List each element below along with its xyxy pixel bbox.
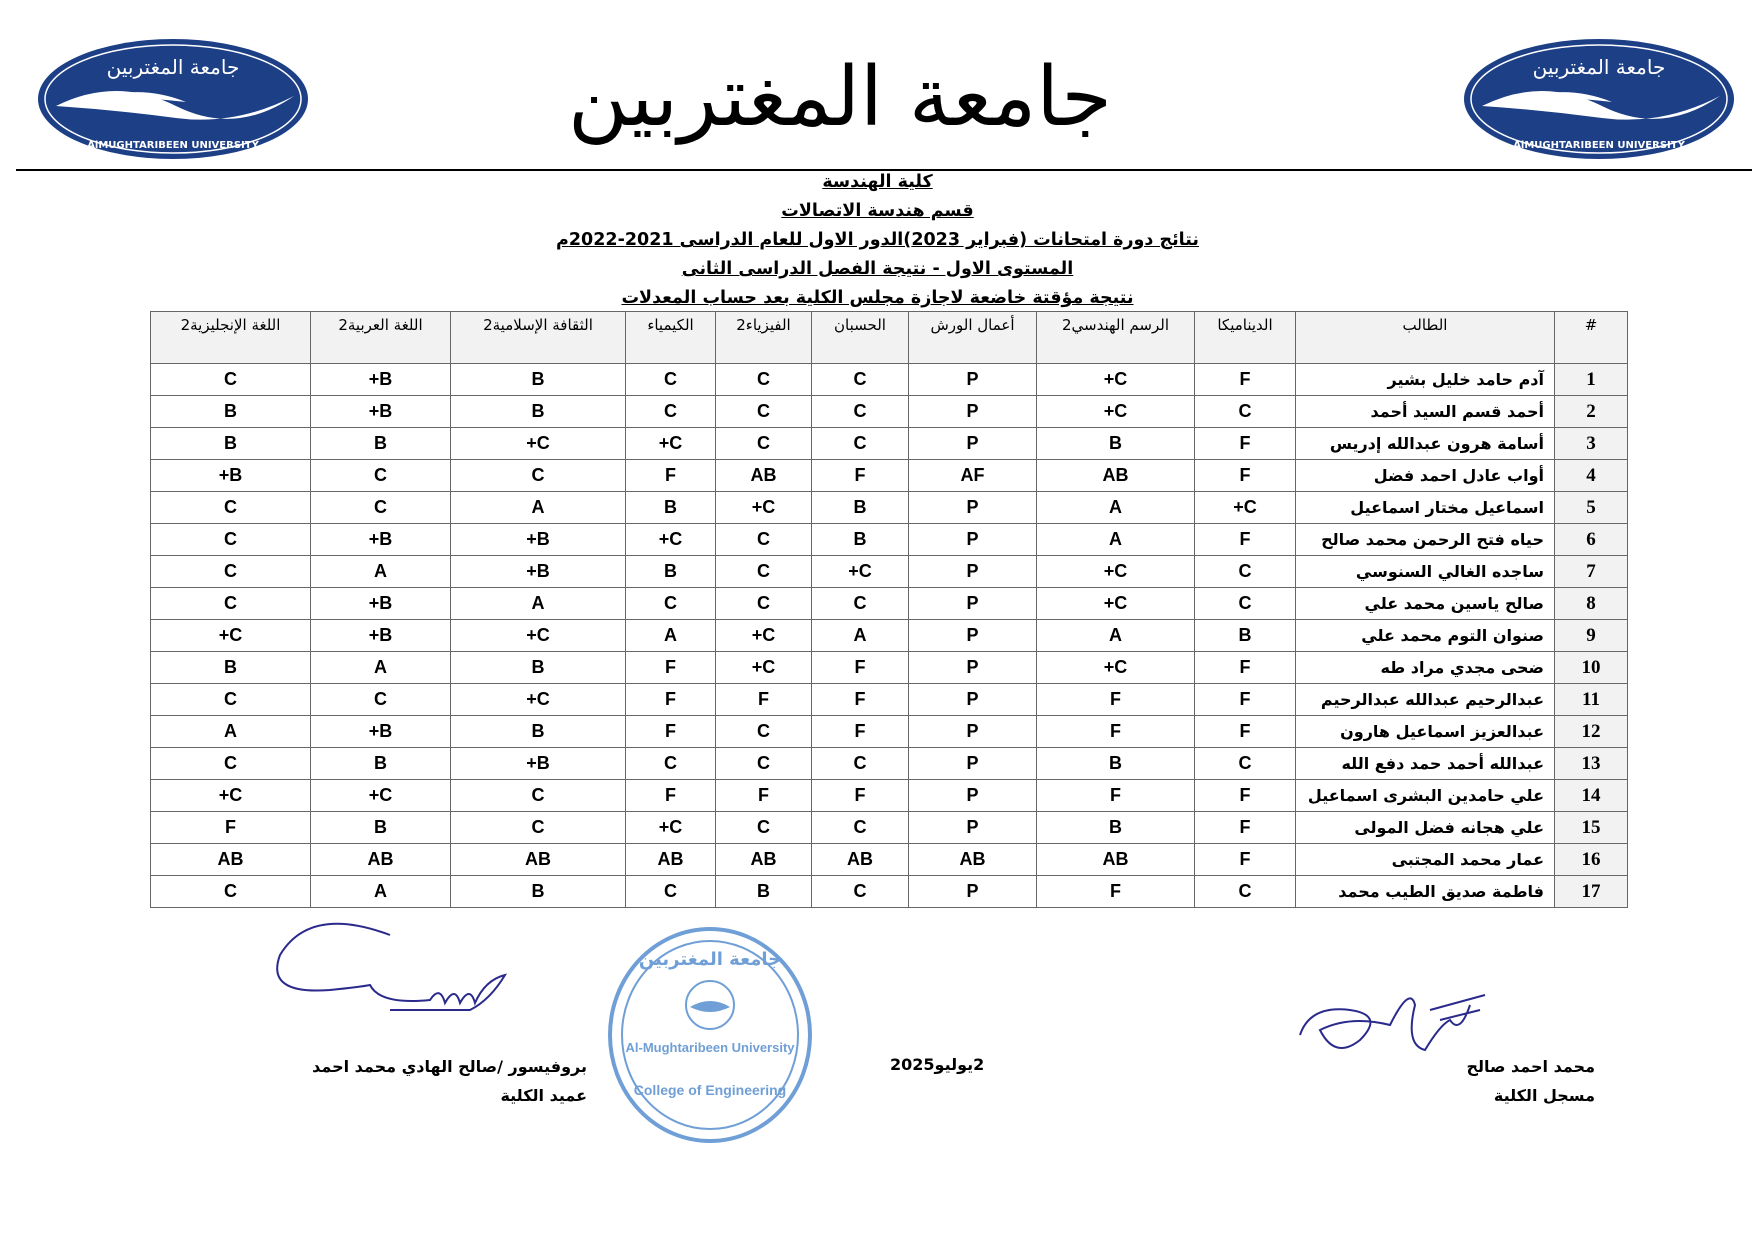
row-number-cell: 11 [1555,684,1628,716]
row-number-cell: 12 [1555,716,1628,748]
grade-cell-arabic-2: B+ [311,524,451,556]
grade-cell-islamic-culture-2: B [451,876,626,908]
grade-cell-workshop: P [909,364,1037,396]
column-header-calculus: الحسبان [812,312,909,364]
grade-cell-chemistry: C [626,748,716,780]
row-number-cell: 2 [1555,396,1628,428]
svg-text:جامعة المغتربين: جامعة المغتربين [1532,55,1666,79]
grade-cell-arabic-2: A [311,556,451,588]
student-name-cell: حياه فتح الرحمن محمد صالح [1296,524,1555,556]
grade-cell-workshop: P [909,684,1037,716]
grade-cell-arabic-2: C+ [311,780,451,812]
department-heading: قسم هندسة الاتصالات [781,201,974,221]
grade-cell-dynamics: F [1195,716,1296,748]
grade-cell-islamic-culture-2: C+ [451,428,626,460]
grade-cell-chemistry: F [626,780,716,812]
row-number-cell: 13 [1555,748,1628,780]
row-number-cell: 7 [1555,556,1628,588]
university-logo-left [36,36,311,162]
table-row [151,876,1628,908]
row-number-cell: 16 [1555,844,1628,876]
grade-cell-chemistry: C+ [626,812,716,844]
faculty-heading: كلية الهندسة [822,172,933,192]
student-name-cell: عبدالله أحمد حمد دفع الله [1296,748,1555,780]
grade-cell-dynamics: C [1195,588,1296,620]
grade-cell-dynamics: F [1195,780,1296,812]
grades-table [150,311,1628,908]
grade-cell-workshop: P [909,556,1037,588]
grade-cell-calculus: C [812,588,909,620]
dean-name: بروفيسور /صالح الهادي محمد احمد [312,1057,587,1076]
grade-cell-physics-2: AB [716,844,812,876]
grade-cell-workshop: AB [909,844,1037,876]
grade-cell-islamic-culture-2: B [451,364,626,396]
grade-cell-calculus: F [812,652,909,684]
grade-cell-english-2: C [151,588,311,620]
table-row [151,812,1628,844]
grade-cell-islamic-culture-2: B [451,652,626,684]
student-name-cell: عبدالرحيم عبدالله عبدالرحيم [1296,684,1555,716]
grade-cell-dynamics: F [1195,844,1296,876]
exam-session-heading: نتائج دورة امتحانات (فبراير 2023)الدور الاول للعام الدراسى 2021-2022م [556,230,1199,250]
student-name-cell: اسماعيل مختار اسماعيل [1296,492,1555,524]
grade-cell-physics-2: B [716,876,812,908]
grade-cell-arabic-2: B [311,748,451,780]
grade-cell-engineering-drawing-2: C+ [1037,396,1195,428]
grade-cell-dynamics: F [1195,524,1296,556]
grade-cell-engineering-drawing-2: F [1037,876,1195,908]
grade-cell-dynamics: C [1195,556,1296,588]
grade-cell-workshop: P [909,620,1037,652]
grade-cell-chemistry: C+ [626,428,716,460]
column-header-row-number: # [1555,312,1628,364]
column-header-dynamics: الديناميكا [1195,312,1296,364]
grade-cell-engineering-drawing-2: F [1037,780,1195,812]
registrar-signature [1290,975,1490,1075]
grade-cell-workshop: P [909,812,1037,844]
student-name-cell: أسامة هرون عبدالله إدريس [1296,428,1555,460]
table-row [151,780,1628,812]
student-name-cell: ساجده الغالي السنوسي [1296,556,1555,588]
grade-cell-workshop: P [909,428,1037,460]
student-name-cell: صنوان التوم محمد علي [1296,620,1555,652]
grade-cell-calculus: C [812,364,909,396]
grade-cell-physics-2: AB [716,460,812,492]
grade-cell-english-2: A [151,716,311,748]
column-header-arabic-2: اللغة العربية2 [311,312,451,364]
grade-cell-chemistry: C+ [626,524,716,556]
table-row [151,364,1628,396]
grade-cell-engineering-drawing-2: B [1037,428,1195,460]
grade-cell-workshop: P [909,716,1037,748]
column-header-physics-2: الفيزياء2 [716,312,812,364]
grade-cell-dynamics: F [1195,460,1296,492]
grade-cell-calculus: F [812,780,909,812]
grade-cell-calculus: C [812,748,909,780]
grade-cell-english-2: B [151,396,311,428]
grade-cell-dynamics: C [1195,748,1296,780]
grade-cell-chemistry: F [626,460,716,492]
table-row [151,748,1628,780]
grade-cell-arabic-2: C [311,460,451,492]
student-name-cell: أحمد قسم السيد أحمد [1296,396,1555,428]
grade-cell-arabic-2: A [311,876,451,908]
grade-cell-chemistry: F [626,652,716,684]
grade-cell-english-2: B+ [151,460,311,492]
signature-date: 2يوليو2025 [890,1055,985,1074]
grade-cell-physics-2: C [716,716,812,748]
grade-cell-islamic-culture-2: A [451,492,626,524]
grade-cell-dynamics: F [1195,652,1296,684]
grade-cell-dynamics: F [1195,428,1296,460]
grade-cell-arabic-2: B+ [311,620,451,652]
table-header-row [151,312,1628,364]
university-logo-right [1462,36,1737,162]
grade-cell-english-2: C+ [151,620,311,652]
grade-cell-english-2: C+ [151,780,311,812]
table-row [151,620,1628,652]
table-row [151,428,1628,460]
row-number-cell: 5 [1555,492,1628,524]
grade-cell-workshop: P [909,492,1037,524]
grade-cell-dynamics: B [1195,620,1296,652]
svg-text:جامعة المغتربين: جامعة المغتربين [106,55,240,79]
grade-cell-engineering-drawing-2: A [1037,524,1195,556]
row-number-cell: 1 [1555,364,1628,396]
grade-cell-english-2: C [151,556,311,588]
grade-cell-english-2: C [151,364,311,396]
grade-cell-calculus: F [812,684,909,716]
grade-cell-islamic-culture-2: B+ [451,556,626,588]
grade-cell-english-2: C [151,876,311,908]
provisional-note: نتيجة مؤقتة خاضعة لاجازة مجلس الكلية بعد حساب المعدلات [621,288,1134,308]
grade-cell-arabic-2: A [311,652,451,684]
grade-cell-arabic-2: AB [311,844,451,876]
grade-cell-engineering-drawing-2: C+ [1037,364,1195,396]
grade-cell-english-2: C [151,524,311,556]
grade-cell-islamic-culture-2: B+ [451,524,626,556]
grade-cell-physics-2: C [716,748,812,780]
svg-text:AlMUGHTARIBEEN UNIVERSITY: AlMUGHTARIBEEN UNIVERSITY [1513,140,1685,151]
grade-cell-engineering-drawing-2: B [1037,748,1195,780]
student-name-cell: ضحى مجدي مراد طه [1296,652,1555,684]
grade-cell-engineering-drawing-2: AB [1037,460,1195,492]
grade-cell-calculus: A [812,620,909,652]
grade-cell-islamic-culture-2: C [451,780,626,812]
grade-cell-english-2: B [151,428,311,460]
table-row [151,556,1628,588]
student-name-cell: صالح ياسين محمد علي [1296,588,1555,620]
row-number-cell: 4 [1555,460,1628,492]
grade-cell-engineering-drawing-2: A [1037,492,1195,524]
grade-cell-islamic-culture-2: B [451,716,626,748]
grade-cell-english-2: C [151,492,311,524]
grade-cell-islamic-culture-2: C+ [451,684,626,716]
grade-cell-arabic-2: B [311,812,451,844]
row-number-cell: 9 [1555,620,1628,652]
grade-cell-workshop: P [909,524,1037,556]
row-number-cell: 14 [1555,780,1628,812]
grade-cell-english-2: F [151,812,311,844]
grade-cell-arabic-2: B+ [311,716,451,748]
grade-cell-dynamics: C [1195,396,1296,428]
grade-cell-chemistry: C [626,396,716,428]
grade-cell-physics-2: F [716,684,812,716]
grade-cell-workshop: P [909,876,1037,908]
grade-cell-chemistry: AB [626,844,716,876]
svg-text:Al-Mughtaribeen University: Al-Mughtaribeen University [625,1040,795,1055]
grade-cell-physics-2: C [716,524,812,556]
grade-cell-chemistry: A [626,620,716,652]
grade-cell-english-2: C [151,684,311,716]
grade-cell-chemistry: B [626,492,716,524]
dean-block [312,1052,587,1110]
table-row [151,460,1628,492]
grade-cell-islamic-culture-2: A [451,588,626,620]
grade-cell-calculus: C [812,876,909,908]
grade-cell-engineering-drawing-2: F [1037,716,1195,748]
grade-cell-calculus: F [812,716,909,748]
grade-cell-chemistry: F [626,684,716,716]
svg-text:College of Engineering: College of Engineering [633,1082,787,1098]
grade-cell-engineering-drawing-2: F [1037,684,1195,716]
document-headings [0,168,1755,313]
column-header-english-2: اللغة الإنجليزية2 [151,312,311,364]
grade-cell-calculus: AB [812,844,909,876]
column-header-student-name: الطالب [1296,312,1555,364]
grade-cell-arabic-2: B+ [311,364,451,396]
student-name-cell: علي حامدين البشرى اسماعيل [1296,780,1555,812]
grade-cell-chemistry: C [626,364,716,396]
grade-cell-engineering-drawing-2: A [1037,620,1195,652]
registrar-title: مسجل الكلية [1493,1086,1595,1105]
dean-title: عميد الكلية [500,1086,587,1105]
row-number-cell: 17 [1555,876,1628,908]
grade-cell-islamic-culture-2: B [451,396,626,428]
dean-signature [270,915,540,1025]
grade-cell-workshop: P [909,588,1037,620]
grade-cell-physics-2: C [716,364,812,396]
grade-cell-engineering-drawing-2: B [1037,812,1195,844]
column-header-chemistry: الكيمياء [626,312,716,364]
grade-cell-arabic-2: B [311,428,451,460]
registrar-block [1466,1052,1595,1110]
grade-cell-arabic-2: C [311,492,451,524]
student-name-cell: عمار محمد المجتبى [1296,844,1555,876]
grade-cell-physics-2: C+ [716,492,812,524]
registrar-name: محمد احمد صالح [1466,1057,1595,1076]
grade-cell-physics-2: C+ [716,620,812,652]
grade-cell-chemistry: C [626,876,716,908]
row-number-cell: 3 [1555,428,1628,460]
grade-cell-calculus: B [812,524,909,556]
grade-cell-english-2: B [151,652,311,684]
grade-cell-physics-2: C+ [716,652,812,684]
grade-cell-calculus: F [812,460,909,492]
table-row [151,396,1628,428]
college-stamp [605,925,815,1145]
level-semester-heading: المستوى الاول - نتيجة الفصل الدراسى الثانى [681,259,1074,279]
grade-cell-workshop: P [909,780,1037,812]
student-name-cell: فاطمة صديق الطيب محمد [1296,876,1555,908]
grade-cell-arabic-2: C [311,684,451,716]
grade-cell-engineering-drawing-2: C+ [1037,652,1195,684]
grade-cell-workshop: P [909,652,1037,684]
grade-cell-dynamics: C [1195,876,1296,908]
grade-cell-calculus: C [812,812,909,844]
grade-cell-chemistry: B [626,556,716,588]
table-row [151,524,1628,556]
grade-cell-dynamics: F [1195,812,1296,844]
grade-cell-physics-2: C [716,588,812,620]
grade-cell-dynamics: C+ [1195,492,1296,524]
table-row [151,652,1628,684]
svg-text:جامعة المغتربين: جامعة المغتربين [638,949,782,970]
table-row [151,684,1628,716]
grade-cell-engineering-drawing-2: C+ [1037,588,1195,620]
grade-cell-arabic-2: B+ [311,396,451,428]
table-row [151,716,1628,748]
svg-text:AlMUGHTARIBEEN UNIVERSITY: AlMUGHTARIBEEN UNIVERSITY [87,140,259,151]
grade-cell-islamic-culture-2: AB [451,844,626,876]
grade-cell-physics-2: C [716,428,812,460]
grade-cell-calculus: C+ [812,556,909,588]
table-row [151,492,1628,524]
university-title: جامعة المغتربين [568,50,1112,145]
grade-cell-chemistry: C [626,588,716,620]
grade-cell-islamic-culture-2: B+ [451,748,626,780]
grade-cell-islamic-culture-2: C [451,460,626,492]
grade-cell-english-2: AB [151,844,311,876]
student-name-cell: آدم حامد خليل بشير [1296,364,1555,396]
grade-cell-arabic-2: B+ [311,588,451,620]
grade-cell-physics-2: C [716,812,812,844]
grade-cell-chemistry: F [626,716,716,748]
table-row [151,844,1628,876]
grade-cell-physics-2: F [716,780,812,812]
grade-cell-calculus: B [812,492,909,524]
grade-cell-dynamics: F [1195,364,1296,396]
grade-cell-workshop: P [909,396,1037,428]
grade-cell-islamic-culture-2: C [451,812,626,844]
grade-cell-islamic-culture-2: C+ [451,620,626,652]
grade-cell-calculus: C [812,396,909,428]
row-number-cell: 15 [1555,812,1628,844]
column-header-islamic-culture-2: الثقافة الإسلامية2 [451,312,626,364]
grade-cell-engineering-drawing-2: C+ [1037,556,1195,588]
grade-cell-workshop: AF [909,460,1037,492]
student-name-cell: أواب عادل احمد فضل [1296,460,1555,492]
row-number-cell: 10 [1555,652,1628,684]
grade-cell-english-2: C [151,748,311,780]
grade-cell-calculus: C [812,428,909,460]
grade-cell-physics-2: C [716,396,812,428]
column-header-engineering-drawing-2: الرسم الهندسي2 [1037,312,1195,364]
grade-cell-dynamics: F [1195,684,1296,716]
table-row [151,588,1628,620]
grade-cell-engineering-drawing-2: AB [1037,844,1195,876]
grade-cell-workshop: P [909,748,1037,780]
column-header-workshop: أعمال الورش [909,312,1037,364]
table-body [151,364,1628,908]
row-number-cell: 6 [1555,524,1628,556]
grade-cell-physics-2: C [716,556,812,588]
row-number-cell: 8 [1555,588,1628,620]
student-name-cell: علي هجانه فضل المولى [1296,812,1555,844]
student-name-cell: عبدالعزيز اسماعيل هارون [1296,716,1555,748]
